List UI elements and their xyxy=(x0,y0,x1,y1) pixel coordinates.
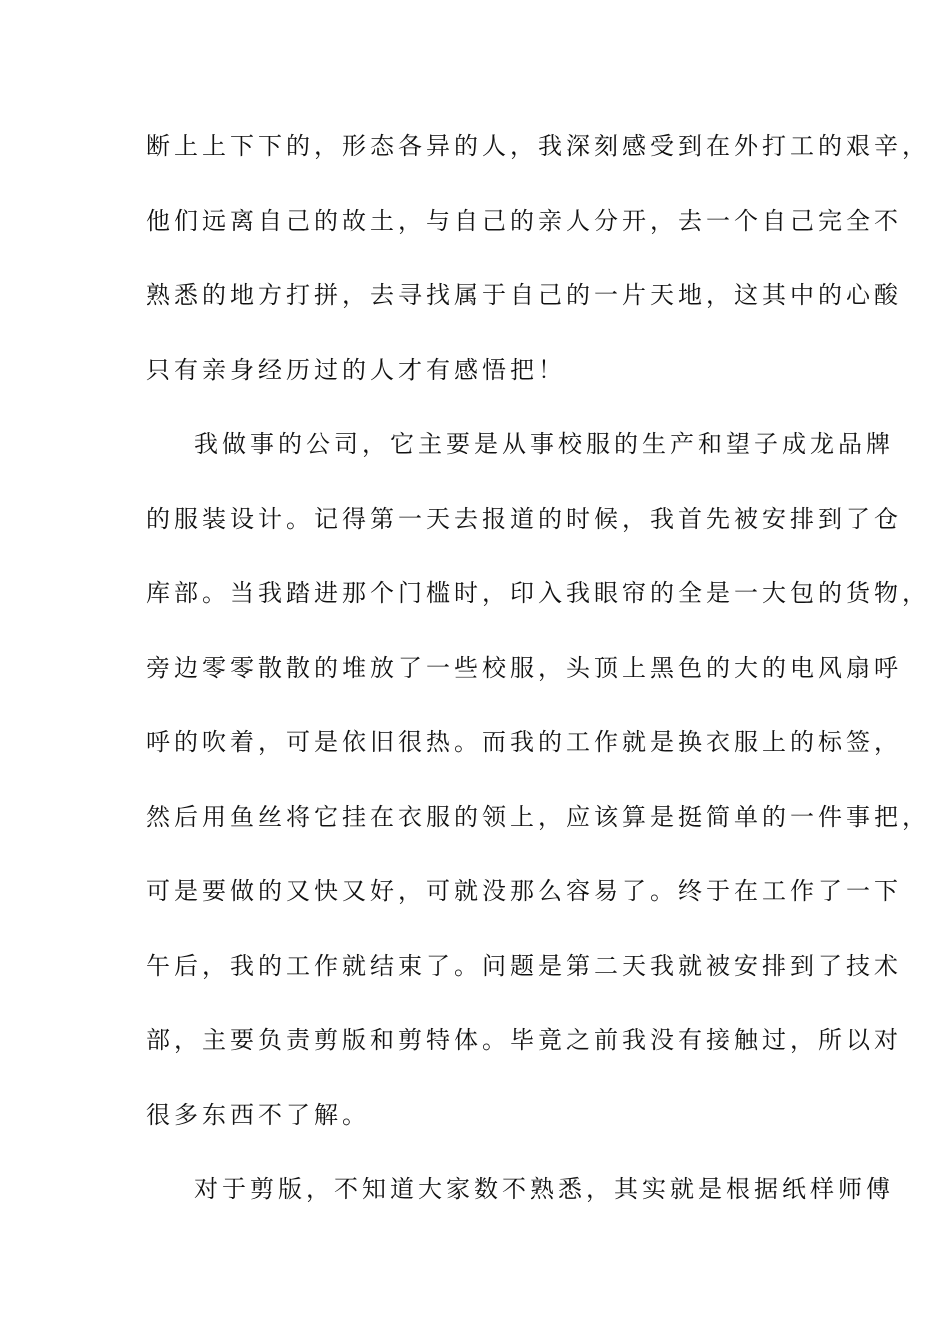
body-text xyxy=(146,128,930,1246)
text-line: 可是要做的又快又好，可就没那么容易了。终于在工作了一下 xyxy=(146,877,902,905)
text-line: 午后，我的工作就结束了。问题是第二天我就被安排到了技术 xyxy=(146,951,902,980)
text-line: 熟悉的地方打拼，去寻找属于自己的一片天地，这其中的心酸 xyxy=(146,281,902,309)
text-line: 然后用鱼丝将它挂在衣服的领上，应该算是挺简单的一件事把， xyxy=(146,802,930,831)
text-line: 断上上下下的，形态各异的人，我深刻感受到在外打工的艰辛， xyxy=(146,132,930,160)
text-line: 他们远离自己的故土，与自己的亲人分开，去一个自己完全不 xyxy=(146,206,902,235)
text-line: 的服装设计。记得第一天去报道的时候，我首先被安排到了仓 xyxy=(146,504,902,533)
text-line: 部，主要负责剪版和剪特体。毕竟之前我没有接触过，所以对 xyxy=(146,1026,902,1054)
paragraph-first-line: 对于剪版，不知道大家数不熟悉，其实就是根据纸样师傅 xyxy=(194,1175,894,1203)
paragraph-first-line: 我做事的公司，它主要是从事校服的生产和望子成龙品牌 xyxy=(194,430,894,458)
text-line: 只有亲身经历过的人才有感悟把！ xyxy=(146,355,566,384)
text-line: 旁边零零散散的堆放了一些校服，头顶上黑色的大的电风扇呼 xyxy=(146,653,902,682)
text-line: 库部。当我踏进那个门槛时，印入我眼帘的全是一大包的货物， xyxy=(146,579,930,607)
text-line: 很多东西不了解。 xyxy=(146,1100,370,1129)
text-line: 呼的吹着，可是依旧很热。而我的工作就是换衣服上的标签， xyxy=(146,728,902,756)
